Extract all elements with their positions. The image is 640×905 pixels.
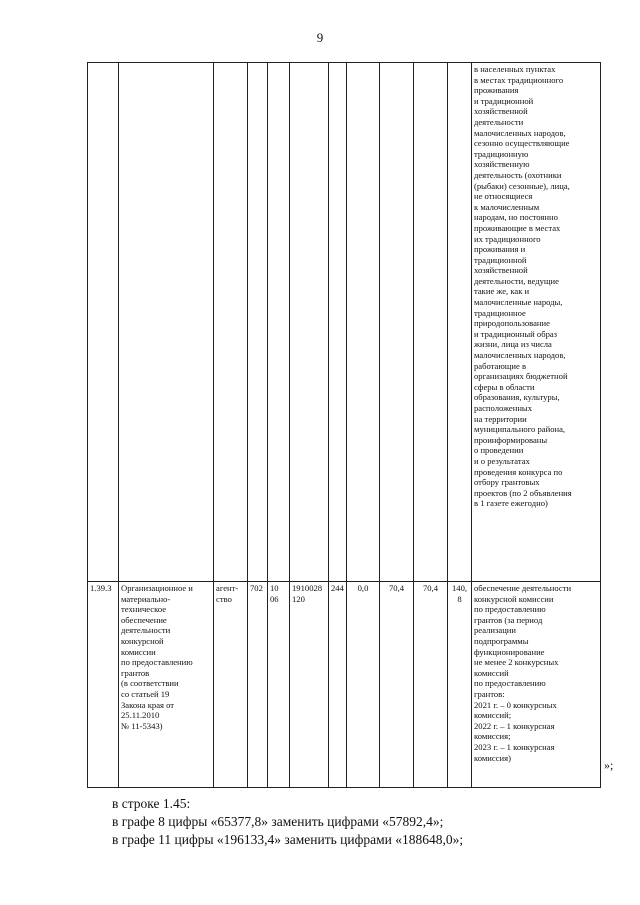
cell-grbs xyxy=(248,63,268,582)
closing-quote-mark: »; xyxy=(604,758,614,772)
cell-executor xyxy=(214,63,248,582)
program-measures-table xyxy=(87,62,601,788)
cell-2021: 0,0 xyxy=(347,582,380,788)
cell-vr xyxy=(329,63,347,582)
cell-rzpr: 10 06 xyxy=(268,582,290,788)
table-row xyxy=(88,582,601,788)
cell-executor: агент- ство xyxy=(214,582,248,788)
cell-result-text: в населенных пунктах в местах традиционного проживания и традиционной хозяйственной деятельности малочисленных народов, сезонно осуществляющие традиционную хозяйственную деятельность (охотники (рыбаки) сезонные), лица, не относящиеся к малочисленным народам, но постоянно проживающие в местах их традиционного проживания и традиционной хозяйственной деятельности, ведущие такие же, как и малочисленные народы, традиционное природопользование и традиционный образ жизни, лица из числа малочисленных народов, работающие в организациях бюджетной сферы в области образования, культуры, расположенных на территории муниципального района, проинформированы о проведении и о результатах проведения конкурса по отбору грантовых проектов (по 2 объявления в 1 газете ежегодно) xyxy=(472,63,601,582)
cell-result-text: обеспечение деятельности конкурсной комиссии по предоставлению грантов (за период реализации подпрограммы функционирование не менее 2 конкурсных комиссий по предоставлению грантов: 2021 г. – 0 конкурсных комиссий; 2022 г. – 1 конкурсная комиссия; 2023 г. – 1 конкурсная комиссия) xyxy=(472,582,601,788)
cell-csr xyxy=(290,63,329,582)
instruction-line: в графе 11 цифры «196133,4» заменить цифрами «188648,0»; xyxy=(112,832,464,847)
cell-csr: 1910028 120 xyxy=(290,582,329,788)
cell-2021 xyxy=(347,63,380,582)
table-row xyxy=(88,63,601,582)
cell-vr: 244 xyxy=(329,582,347,788)
cell-name: Организационное и материально- техническое обеспечение деятельности конкурсной комиссии по предоставлению грантов (в соответствии со статьей 19 Закона края от 25.11.2010 № 11-5343) xyxy=(119,582,214,788)
cell-2023 xyxy=(414,63,448,582)
instruction-line: в графе 8 цифры «65377,8» заменить цифрами «57892,4»; xyxy=(112,814,444,829)
cell-2022 xyxy=(380,63,414,582)
instruction-line: в строке 1.45: xyxy=(112,796,191,811)
cell-grbs: 702 xyxy=(248,582,268,788)
cell-rzpr xyxy=(268,63,290,582)
cell-total: 140,8 xyxy=(448,582,472,788)
cell-num xyxy=(88,63,119,582)
cell-total xyxy=(448,63,472,582)
cell-2022: 70,4 xyxy=(380,582,414,788)
cell-name xyxy=(119,63,214,582)
cell-num: 1.39.3 xyxy=(88,582,119,788)
amendment-instructions xyxy=(112,795,612,849)
page-number: 9 xyxy=(316,30,324,45)
cell-2023: 70,4 xyxy=(414,582,448,788)
